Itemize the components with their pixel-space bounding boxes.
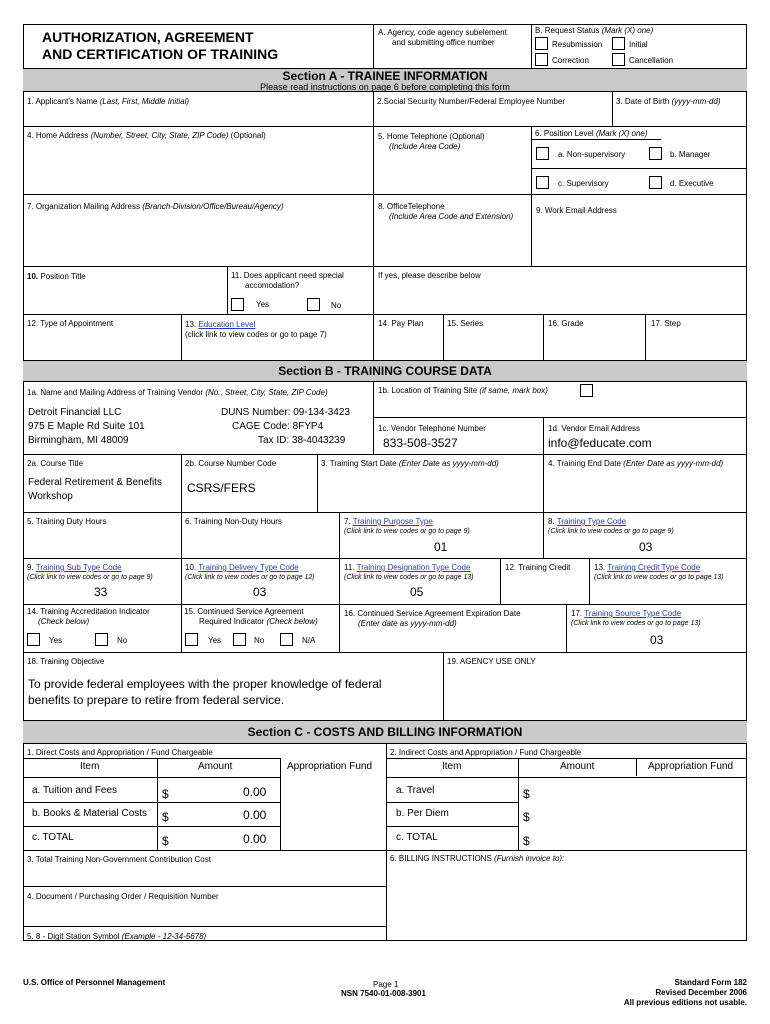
home-telephone-label: 5. Home Telephone (Optional) [378, 132, 485, 141]
direct-row-amount: 0.00 [243, 785, 267, 799]
training-site-label: 1b. Location of Training Site (if same, mark box) [378, 386, 548, 395]
accommodation-yes-checkbox[interactable] [231, 298, 244, 311]
footer-previous-editions: All previous editions not usable. [623, 998, 747, 1007]
position-title-label: 10. Position Title [27, 272, 86, 281]
sub-type-hint: (Click link to view codes or go to page 9) [27, 574, 153, 581]
office-telephone-label: 8. OfficeTelephone [378, 202, 445, 211]
form-title-line1: AUTHORIZATION, AGREEMENT [42, 29, 254, 45]
position-level-label: 6. Position Level (Mark (X) one) [535, 129, 648, 138]
applicant-name-label: 1. Applicant's Name (Last, First, Middle Initial) [27, 97, 190, 106]
footer-nsn: NSN 7540-01-008-3901 [341, 989, 426, 998]
org-mailing-address-label: 7. Organization Mailing Address (Branch-Division/Office/Bureau/Agency) [27, 202, 284, 211]
cancellation-label: Cancellation [629, 56, 674, 65]
non-supervisory-label: a. Non-supervisory [558, 150, 626, 159]
accreditation-yes-checkbox[interactable] [27, 633, 40, 646]
accreditation-hint: (Check below) [38, 617, 90, 626]
course-title-value-1: Federal Retirement & Benefits [28, 477, 162, 488]
indirect-row-currency: $ [523, 787, 530, 801]
non-gov-contribution-label: 3. Total Training Non-Government Contribution Cost [27, 855, 211, 864]
ssn-label: 2.Social Security Number/Federal Employee Number [377, 97, 566, 106]
initial-checkbox[interactable] [612, 37, 625, 50]
delivery-type-value: 03 [253, 585, 267, 599]
indirect-row-item: c. TOTAL [396, 832, 438, 843]
section-c-header: Section C - COSTS AND BILLING INFORMATION [23, 720, 747, 744]
grade-label: 16. Grade [548, 319, 584, 328]
training-credit-label: 12. Training Credit [505, 563, 571, 572]
initial-label: Initial [629, 40, 648, 49]
course-title-label: 2a. Course Title [27, 459, 84, 468]
direct-row-item: a. Tuition and Fees [32, 785, 118, 796]
indirect-row-currency: $ [523, 834, 530, 848]
home-address-label: 4. Home Address (Number, Street, City, State, ZIP Code) (Optional) [27, 131, 266, 140]
direct-row-currency: $ [162, 834, 169, 848]
agency-code-label-2: and submitting office number [392, 38, 495, 47]
direct-col-fund: Appropriation Fund [287, 761, 373, 772]
indirect-col-amount: Amount [560, 761, 595, 772]
series-label: 15. Series [447, 319, 484, 328]
supervisory-checkbox[interactable] [536, 176, 549, 189]
office-telephone-hint: (Include Area Code and Extension) [389, 212, 514, 221]
direct-row-currency: $ [162, 787, 169, 801]
credit-type-label: 13. Training Credit Type Code [594, 563, 701, 572]
indirect-row-item: b. Per Diem [396, 808, 449, 819]
source-type-hint: (Click link to view codes or go to page 13) [571, 620, 701, 627]
step-label: 17. Step [651, 319, 681, 328]
accommodation-no-label: No [331, 301, 342, 310]
agency-use-only-label: 19. AGENCY USE ONLY [447, 657, 536, 666]
accreditation-label: 14. Training Accreditation Indicator [27, 607, 150, 616]
vendor-telephone-value: 833-508-3527 [383, 436, 458, 450]
sub-type-value: 33 [94, 585, 108, 599]
accreditation-no-label: No [117, 636, 128, 645]
direct-row-amount: 0.00 [243, 808, 267, 822]
csa-yes-label: Yes [208, 636, 222, 645]
credit-type-link[interactable]: Training Credit Type Code [607, 563, 701, 572]
training-type-link[interactable]: Training Type Code [556, 517, 627, 526]
non-duty-hours-label: 6. Training Non-Duty Hours [185, 517, 282, 526]
duty-hours-label: 5. Training Duty Hours [27, 517, 107, 526]
education-level-link[interactable]: Education Level [198, 320, 256, 329]
footer-form-name: Standard Form 182 [674, 978, 747, 987]
vendor-name: Detroit Financial LLC [28, 407, 122, 418]
vendor-email-value: info@feducate.com [548, 436, 652, 450]
csa-label: 15. Continued Service Agreement [184, 607, 304, 616]
supervisory-label: c. Supervisory [558, 179, 609, 188]
training-type-hint: (Click link to view codes or go to page 9) [548, 528, 674, 535]
accreditation-yes-label: Yes [49, 636, 63, 645]
vendor-email-label: 1d. Vendor Email Address [548, 424, 641, 433]
executive-checkbox[interactable] [649, 176, 662, 189]
purpose-type-hint: (Click link to view codes or go to page 9) [344, 528, 470, 535]
form-title-line2: AND CERTIFICATION OF TRAINING [42, 46, 279, 62]
correction-label: Correction [552, 56, 589, 65]
footer-revised: Revised December 2006 [655, 988, 747, 997]
document-number-label: 4. Document / Purchasing Order / Requisition Number [27, 892, 219, 901]
home-telephone-hint: (Include Area Code) [389, 142, 461, 151]
vendor-street: 975 E Maple Rd Suite 101 [28, 421, 145, 432]
vendor-tax-id: Tax ID: 38-4043239 [258, 435, 346, 446]
designation-type-link[interactable]: Training Designation Type Code [356, 563, 471, 572]
vendor-name-address-label: 1a. Name and Mailing Address of Training Vendor (No., Street, City, State, ZIP Code) [27, 388, 328, 397]
resubmission-label: Resubmission [552, 40, 603, 49]
pay-plan-label: 14. Pay Plan [378, 319, 424, 328]
footer-page: Page 1 [373, 980, 399, 989]
delivery-type-label: 10. Training Delivery Type Code [185, 563, 299, 572]
indirect-row-currency: $ [523, 810, 530, 824]
training-site-same-checkbox[interactable] [580, 384, 593, 397]
education-level-label: 13. Education Level [185, 320, 256, 329]
dob-label: 3. Date of Birth (yyyy-mm-dd) [616, 97, 721, 106]
training-objective-label: 18. Training Objective [27, 657, 105, 666]
billing-instructions-label: 6. BILLING INSTRUCTIONS (Furnish invoice to): [390, 854, 565, 863]
designation-type-label: 11. Training Designation Type Code [344, 563, 471, 572]
manager-label: b. Manager [670, 150, 711, 159]
purpose-type-value: 01 [434, 540, 448, 554]
request-status-label: B. Request Status (Mark (X) one) [535, 26, 654, 35]
sub-type-link[interactable]: Training Sub Type Code [35, 563, 122, 572]
accommodation-label: 11. Does applicant need special [231, 271, 344, 280]
source-type-value: 03 [650, 633, 664, 647]
csa-expiration-label: 16. Continued Service Agreement Expiration Date [344, 609, 521, 618]
delivery-type-hint: (Click link to view codes or go to page 12) [185, 574, 315, 581]
cancellation-checkbox[interactable] [612, 53, 625, 66]
training-objective-value-1: To provide federal employees with the proper knowledge of federal [28, 677, 382, 691]
designation-type-value: 05 [410, 585, 424, 599]
course-number-label: 2b. Course Number Code [185, 459, 277, 468]
indirect-row-item: a. Travel [396, 785, 435, 796]
accommodation-label-2: accomodation? [245, 281, 300, 290]
direct-row-item: c. TOTAL [32, 832, 74, 843]
direct-row-item: b. Books & Material Costs [32, 808, 148, 819]
indirect-col-item: Item [442, 761, 462, 772]
footer-agency: U.S. Office of Personnel Management [23, 978, 166, 987]
section-a-header: Section A - TRAINEE INFORMATION Please read instructions on page 6 before completing this form [23, 68, 747, 92]
agency-code-label: A. Agency, code agency subelement [378, 28, 507, 37]
sub-type-label: 9. Training Sub Type Code [27, 563, 122, 572]
csa-na-label: N/A [302, 636, 316, 645]
vendor-cage: CAGE Code: 8FYP4 [232, 421, 324, 432]
csa-no-label: No [254, 636, 265, 645]
direct-row-currency: $ [162, 810, 169, 824]
indirect-costs-label: 2. Indirect Costs and Appropriation / Fund Chargeable [390, 748, 582, 757]
course-title-value-2: Workshop [28, 491, 73, 502]
csa-yes-checkbox[interactable] [185, 633, 198, 646]
appointment-type-label: 12. Type of Appointment [27, 319, 114, 328]
credit-type-hint: (Click link to view codes or go to page 13) [594, 574, 724, 581]
direct-costs-label: 1. Direct Costs and Appropriation / Fund Chargeable [27, 748, 213, 757]
training-start-date-label: 3. Training Start Date (Enter Date as yyyy-mm-dd) [321, 459, 499, 468]
non-supervisory-checkbox[interactable] [536, 147, 549, 160]
vendor-telephone-label: 1c. Vendor Telephone Number [378, 424, 486, 433]
delivery-type-link[interactable]: Training Delivery Type Code [198, 563, 299, 572]
training-type-label: 8. Training Type Code [548, 517, 627, 526]
purpose-type-link[interactable]: Training Purpose Type [352, 517, 433, 526]
accommodation-yes-label: Yes [256, 300, 270, 309]
training-type-value: 03 [639, 540, 653, 554]
csa-no-checkbox[interactable] [233, 633, 246, 646]
correction-checkbox[interactable] [535, 53, 548, 66]
vendor-city: Birmingham, MI 48009 [28, 435, 129, 446]
csa-label-2: Required Indicator (Check below) [199, 617, 318, 626]
direct-row-amount: 0.00 [243, 832, 267, 846]
station-symbol-label: 5. 8 - Digit Station Symbol (Example - 12-34-5678) [27, 932, 207, 941]
vendor-duns: DUNS Number: 09-134-3423 [221, 407, 350, 418]
indirect-col-fund: Appropriation Fund [648, 761, 734, 772]
section-b-header: Section B - TRAINING COURSE DATA [23, 360, 747, 382]
accreditation-no-checkbox[interactable] [95, 633, 108, 646]
designation-type-hint: (Click link to view codes or go to page 13) [344, 574, 474, 581]
education-level-hint: (click link to view codes or go to page 7) [185, 330, 327, 339]
resubmission-checkbox[interactable] [535, 37, 548, 50]
work-email-label: 9. Work Email Address [536, 206, 617, 215]
source-type-link[interactable]: Training Source Type Code [584, 609, 682, 618]
manager-checkbox[interactable] [649, 147, 662, 160]
training-end-date-label: 4. Training End Date (Enter Date as yyyy-mm-dd) [548, 459, 724, 468]
course-number-value: CSRS/FERS [187, 481, 256, 495]
accommodation-describe-label: If yes, please describe below [378, 271, 481, 280]
direct-col-amount: Amount [198, 761, 233, 772]
executive-label: d. Executive [670, 179, 714, 188]
accommodation-no-checkbox[interactable] [307, 298, 320, 311]
purpose-type-label: 7. Training Purpose Type [344, 517, 433, 526]
csa-na-checkbox[interactable] [280, 633, 293, 646]
csa-expiration-hint: (Enter date as yyyy-mm-dd) [358, 619, 457, 628]
training-objective-value-2: benefits to prepare to retire from federal service. [28, 693, 285, 707]
direct-col-item: Item [80, 761, 100, 772]
source-type-label: 17. Training Source Type Code [571, 609, 682, 618]
